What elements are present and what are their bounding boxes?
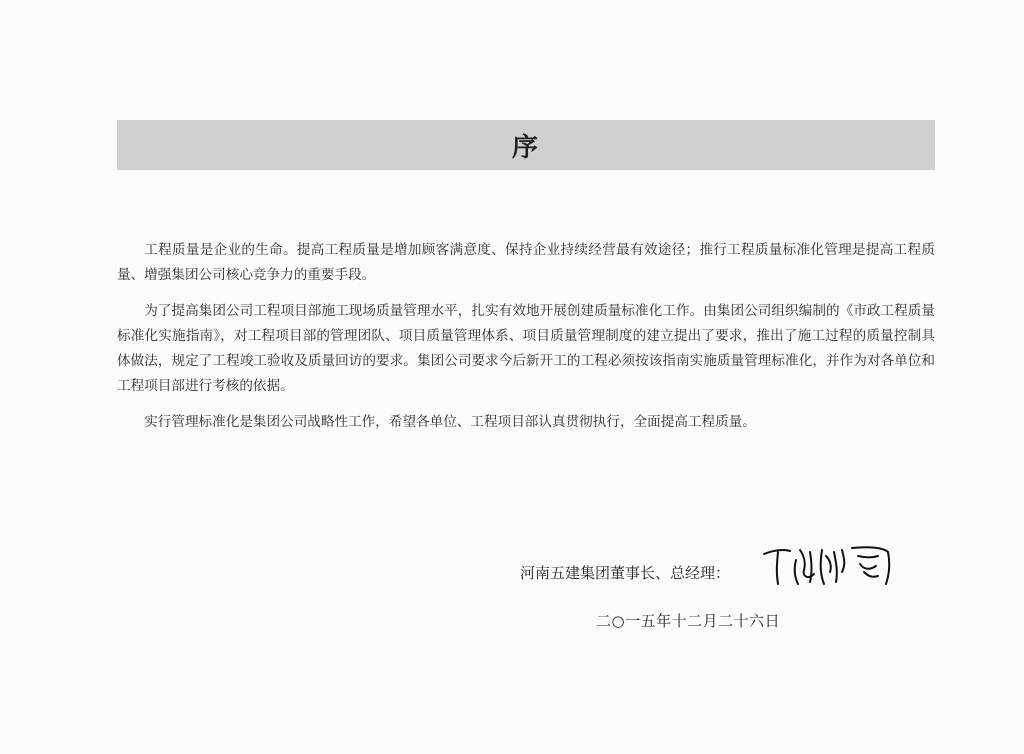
signer-title: 河南五建集团董事长、总经理： — [520, 564, 731, 582]
paragraph-3: 实行管理标准化是集团公司战略性工作，希望各单位、工程项目部认真贯彻执行，全面提高工程质量。 — [144, 414, 756, 430]
title-banner — [117, 120, 935, 170]
handwritten-signature — [760, 540, 900, 590]
signing-date: 二○一五年十二月二十六日 — [596, 612, 781, 630]
page-title: 序 — [511, 132, 540, 163]
signature-block — [520, 540, 920, 640]
paragraph-1: 工程质量是企业的生命。提高工程质量是增加顾客满意度、保持企业持续经营最有效途径；推行工程质量标准化管理是提高工程质量、增强集团公司核心竞争力的重要手段。 — [117, 242, 935, 283]
preface-body — [117, 238, 935, 446]
paragraph-2: 为了提高集团公司工程项目部施工现场质量管理水平，扎实有效地开展创建质量标准化工作。由集团公司组织编制的《市政工程质量标准化实施指南》，对工程项目部的管理团队、项目质量管理体系、项目质量管理制度的建立提出了要求，推出了施工过程的质量控制具体做法，规定了工程竣工验收及质量回访的要求。集团公司要求今后新开工的工程必须按该指南实施质量管理标准化，并作为对各单位和工程项目部进行考核的依据。 — [117, 303, 935, 394]
